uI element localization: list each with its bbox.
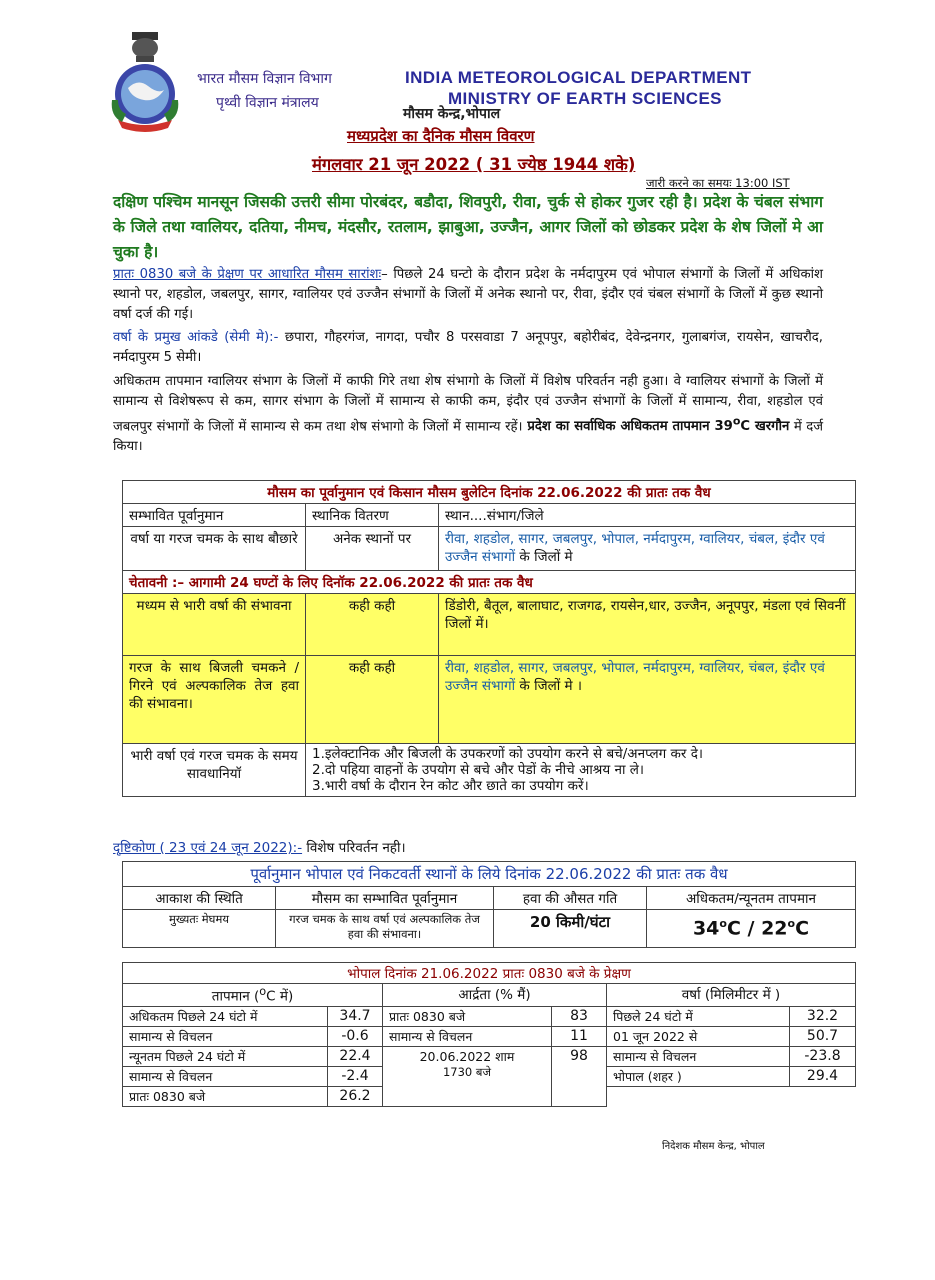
rain-value: 50.7	[790, 1026, 856, 1046]
rainfall-label: वर्षा के प्रमुख आंकडे (सेमी मे):-	[113, 330, 279, 345]
temp-value: 26.2	[328, 1086, 383, 1106]
rain-value: 29.4	[790, 1066, 856, 1086]
warning-2-distribution: कही कही	[306, 656, 439, 744]
outlook-text: विशेष परिवर्तन नही।	[302, 840, 406, 856]
issue-time: जारी करने का समयः 13:00 IST	[646, 176, 790, 190]
temp-label: अधिकतम पिछले 24 घंटो में	[123, 1006, 328, 1026]
monsoon-status-text: दक्षिण पश्चिम मानसून जिसकी उत्तरी सीमा पोरबंदर, बडौदा, शिवपुरी, रीवा, चुर्क से होकर गुजर रही है। प्रदेश के चंबल संभाग के जिले तथा ग्वालियर, दतिया, नीमच, मंदसौर, रतलाम, झाबुआ, उज्जैन, आगर जिलों को छोडकर प्रदेश के शेष जिलों मे आ चुका है।	[113, 193, 823, 261]
observation-table	[122, 962, 856, 1107]
temp-label: सामान्य से विचलन	[123, 1066, 328, 1086]
humidity-label: सामान्य से विचलन	[383, 1026, 552, 1046]
report-date: मंगलवार 21 जून 2022 ( 31 ज्येष्ठ 1944 शके)	[312, 155, 636, 174]
degree-symbol: o	[732, 415, 741, 428]
warning-1-places: डिंडोरी, बैतूल, बालाघाट, राजगढ, रायसेन,धार, उज्जैन, अनूपपुर, मंडला एवं सिवनीं जिलों में।	[439, 594, 856, 656]
rain-label: पिछले 24 घंटो में	[607, 1006, 790, 1026]
col-header-weather: मौसम का सम्भावित पूर्वानुमान	[276, 887, 494, 910]
outlook	[113, 838, 406, 856]
temp-unit: C	[795, 917, 810, 940]
warning-2-type: गरज के साथ बिजली चमकने / गिरने एवं अल्पकालिक तेज हवा की संभावना।	[123, 656, 306, 744]
rainfall-header: वर्षा (मिलिमीटर में )	[607, 984, 856, 1007]
humidity-value: 83	[552, 1006, 607, 1026]
rain-value: -23.8	[790, 1046, 856, 1066]
degree-symbol: o	[719, 917, 727, 931]
imd-emblem-logo	[108, 30, 182, 136]
col-header-distribution: स्थानिक वितरण	[306, 504, 439, 527]
temperature-header-unit: C में)	[266, 988, 294, 1005]
humidity-header: आर्द्रता (% मैं)	[383, 984, 607, 1007]
humidity-label-evening	[383, 1046, 552, 1106]
warning-1-distribution: कही कही	[306, 594, 439, 656]
degree-symbol: o	[259, 985, 267, 998]
temp-label: सामान्य से विचलन	[123, 1026, 328, 1046]
temp-value: -0.6	[328, 1026, 383, 1046]
temp-unit: C	[726, 917, 741, 940]
forecast-type: वर्षा या गरज चमक के साथ बौछारे	[123, 527, 306, 571]
forecast-table	[122, 480, 856, 797]
ministry-name-hindi: पृथ्वी विज्ञान मंत्रालय	[216, 95, 319, 111]
temp-separator: /	[740, 917, 762, 940]
precautions-label: भारी वर्षा एवं गरज चमक के समय सावधानियॉ	[123, 744, 306, 797]
col-header-sky: आकाश की स्थिति	[123, 887, 276, 910]
weather-summary	[113, 265, 823, 325]
col-header-temperature: अधिकतम/न्यूनतम तापमान	[647, 887, 856, 910]
max-temp-statement: प्रदेश का सर्वाधिक अधिकतम तापमान 39	[522, 419, 733, 435]
warning-2-divisions: रीवा, शहडोल, सागर, जबलपुर, भोपाल, नर्मदापुरम, ग्वालियर, चंबल, इंदौर एवं उज्जैन संभागों	[445, 660, 825, 694]
humidity-evening-date: 20.06.2022 शाम	[419, 1048, 515, 1064]
centre-name: मौसम केन्द्र,भोपाल	[403, 106, 501, 122]
max-temp-unit-place: C खरगौन	[740, 419, 790, 435]
org-name-english: INDIA METEOROLOGICAL DEPARTMENT	[405, 68, 752, 87]
humidity-evening-time: 1730 बजे	[442, 1064, 492, 1079]
observation-title: भोपाल दिनांक 21.06.2022 प्रातः 0830 बजे के प्रेक्षण	[123, 963, 856, 984]
empty-cell	[607, 1086, 856, 1106]
org-name-hindi: भारत मौसम विज्ञान विभाग	[197, 71, 332, 87]
bhopal-forecast-title: पूर्वानुमान भोपाल एवं निकटवर्ती स्थानों के लिये दिनांक 22.06.2022 की प्रातः तक वैध	[123, 862, 856, 887]
temperature-header-text: तापमान (	[211, 988, 260, 1005]
wind-speed: 20 किमी/घंटा	[494, 910, 647, 948]
humidity-value: 11	[552, 1026, 607, 1046]
col-header-wind: हवा की औसत गति	[494, 887, 647, 910]
rain-label: भोपाल (शहर )	[607, 1066, 790, 1086]
rain-label: सामान्य से विचलन	[607, 1046, 790, 1066]
col-header-places: स्थान....संभाग/जिले	[439, 504, 856, 527]
temp-value: 22.4	[328, 1046, 383, 1066]
temperature-header	[123, 984, 383, 1007]
precaution-2: 2.दो पहिया वाहनों के उपयोग से बचे और पेडों के नीचे आश्रय ना ले।	[312, 762, 645, 778]
temp-label: न्यूनतम पिछले 24 घंटो में	[123, 1046, 328, 1066]
max-temp: 34	[692, 917, 720, 940]
precaution-1: 1.इलेक्टानिक और बिजली के उपकरणों को उपयोग करने से बचे/अनप्लग कर दे।	[312, 746, 703, 762]
degree-symbol: o	[787, 917, 796, 931]
outlook-label: दृष्टिकोण ( 23 एवं 24 जून 2022):-	[113, 840, 303, 856]
weather-forecast: गरज चमक के साथ वर्षा एवं अल्पकालिक तेज हवा की संभावना।	[276, 910, 494, 948]
min-temp: 22	[761, 917, 788, 940]
col-header-forecast: सम्भावित पूर्वानुमान	[123, 504, 306, 527]
humidity-label: प्रातः 0830 बजे	[383, 1006, 552, 1026]
max-min-temperature	[647, 910, 856, 948]
precaution-3: 3.भारी वर्षा के दौरान रेन कोट और छाते का उपयोग करें।	[312, 778, 589, 794]
summary-label: प्रातः 0830 बजे के प्रेक्षण पर आधारित मौसम सारांशः	[113, 267, 382, 282]
report-title: मध्यप्रदेश का दैनिक मौसम विवरण	[347, 127, 535, 145]
warning-1-type: मध्यम से भारी वर्षा की संभावना	[123, 594, 306, 656]
precautions-list	[306, 744, 856, 797]
forecast-places	[439, 527, 856, 571]
forecast-table-title: मौसम का पूर्वानुमान एवं किसान मौसम बुलेटिन दिनांक 22.06.2022 की प्रातः तक वैध	[123, 481, 856, 504]
bhopal-forecast-table	[122, 861, 856, 948]
forecast-distribution: अनेक स्थानों पर	[306, 527, 439, 571]
forecast-places-tail: के जिलों मे	[515, 549, 573, 565]
rain-label: 01 जून 2022 से	[607, 1026, 790, 1046]
rain-value: 32.2	[790, 1006, 856, 1026]
forecast-divisions: रीवा, शहडोल, सागर, जबलपुर, भोपाल, नर्मदापुरम, ग्वालियर, चंबल, इंदौर एवं उज्जैन संभागों	[445, 531, 825, 565]
signature: निदेशक मौसम केन्द्र, भोपाल	[662, 1141, 765, 1152]
temp-value: -2.4	[328, 1066, 383, 1086]
sky-condition: मुख्यतः मेघमय	[123, 910, 276, 948]
ministry-name-english: MINISTRY OF EARTH SCIENCES	[448, 89, 722, 108]
humidity-value: 98	[552, 1046, 607, 1106]
temp-value: 34.7	[328, 1006, 383, 1026]
rainfall-figures	[113, 328, 823, 368]
temp-label: प्रातः 0830 बजे	[123, 1086, 328, 1106]
temperature-summary	[113, 372, 823, 457]
summary-text: – पिछले 24 घन्टो के दौरान प्रदेश के नर्मदापुरम एवं भोपाल संभागों के जिलों में अधिकांश स्थानो पर, शहडोल, जबलपुर, सागर, ग्वालियर एवं उज्जैन संभागों के जिलों में अनेक स्थानो पर, रीवा, इंदौर एवं चंबल संभागों के जिलों में कुछ स्थानो वर्षा दर्ज की गई।	[113, 267, 823, 322]
warning-title: चेतावनी :– आगामी 24 घण्टों के लिए दिनॉक 22.06.2022 की प्रातः तक वैध	[123, 571, 856, 594]
warning-2-tail: के जिलों मे ।	[515, 678, 583, 694]
temperature-text: अधिकतम तापमान ग्वालियर संभाग के जिलों में काफी गिरे तथा शेष संभागो के जिलों में विशेष परिवर्तन नही हुआ। वे ग्वालियर संभागों के जिलों में सामान्य से विशेषरूप से कम, सागर संभाग के जिलों में सामान्य से काफी कम, इंदौर एवं उज्जैन संभागों के जिलों में सामान्य, रीवा, शहडोल एवं जबलपुर संभागों के जिलों में सामान्य से कम तथा शेष संभागो के जिलों में सामान्य रहें।	[113, 374, 823, 435]
temperature-tail: में दर्ज किया।	[113, 419, 824, 455]
warning-2-places	[439, 656, 856, 744]
rainfall-text: छपारा, गौहरगंज, नागदा, पचौर 8 परसवाडा 7 अनूपपुर, बहोरीबंद, देवेन्द्रनगर, गुलाबगंज, रायसेन, खाचरौद, नर्मदापुरम 5 सेमी।	[113, 330, 823, 365]
